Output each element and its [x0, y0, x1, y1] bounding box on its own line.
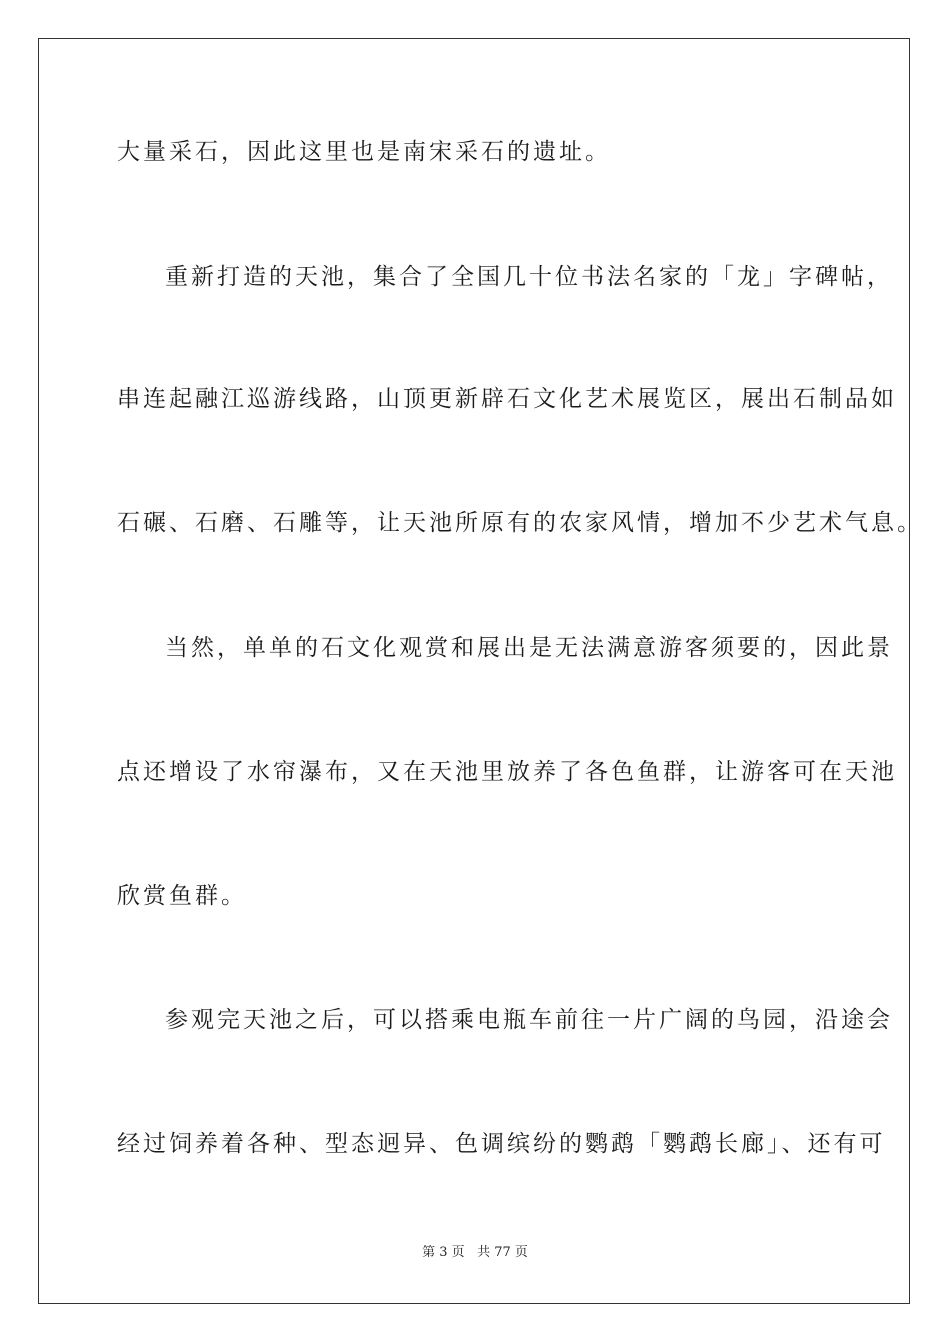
paragraph-line: 当然，单单的石文化观赏和展出是无法满意游客须要的，因此景 [165, 635, 893, 661]
paragraph-line: 重新打造的天池，集合了全国几十位书法名家的「龙」字碑帖， [165, 264, 893, 290]
page-footer [0, 1244, 950, 1262]
paragraph-line: 经过饲养着各种、型态迥异、色调缤纷的鹦鹉「鹦鹉长廊」、还有可 [117, 1131, 886, 1157]
paragraph-line: 点还增设了水帘瀑布，又在天池里放养了各色鱼群，让游客可在天池 [117, 759, 897, 785]
paragraph-line: 欣赏鱼群。 [117, 883, 247, 909]
paragraph-line: 石碾、石磨、石雕等，让天池所原有的农家风情，增加不少艺术气息。 [117, 510, 923, 536]
paragraph-line: 串连起融江巡游线路，山顶更新辟石文化艺术展览区，展出石制品如 [117, 386, 897, 412]
page-border [38, 38, 910, 1304]
page-number: 第 3 页 [422, 1245, 465, 1260]
page-total: 共 77 页 [477, 1245, 528, 1260]
paragraph-line: 参观完天池之后，可以搭乘电瓶车前往一片广阔的鸟园，沿途会 [165, 1007, 893, 1033]
paragraph-line: 大量采石，因此这里也是南宋采石的遗址。 [117, 139, 611, 165]
